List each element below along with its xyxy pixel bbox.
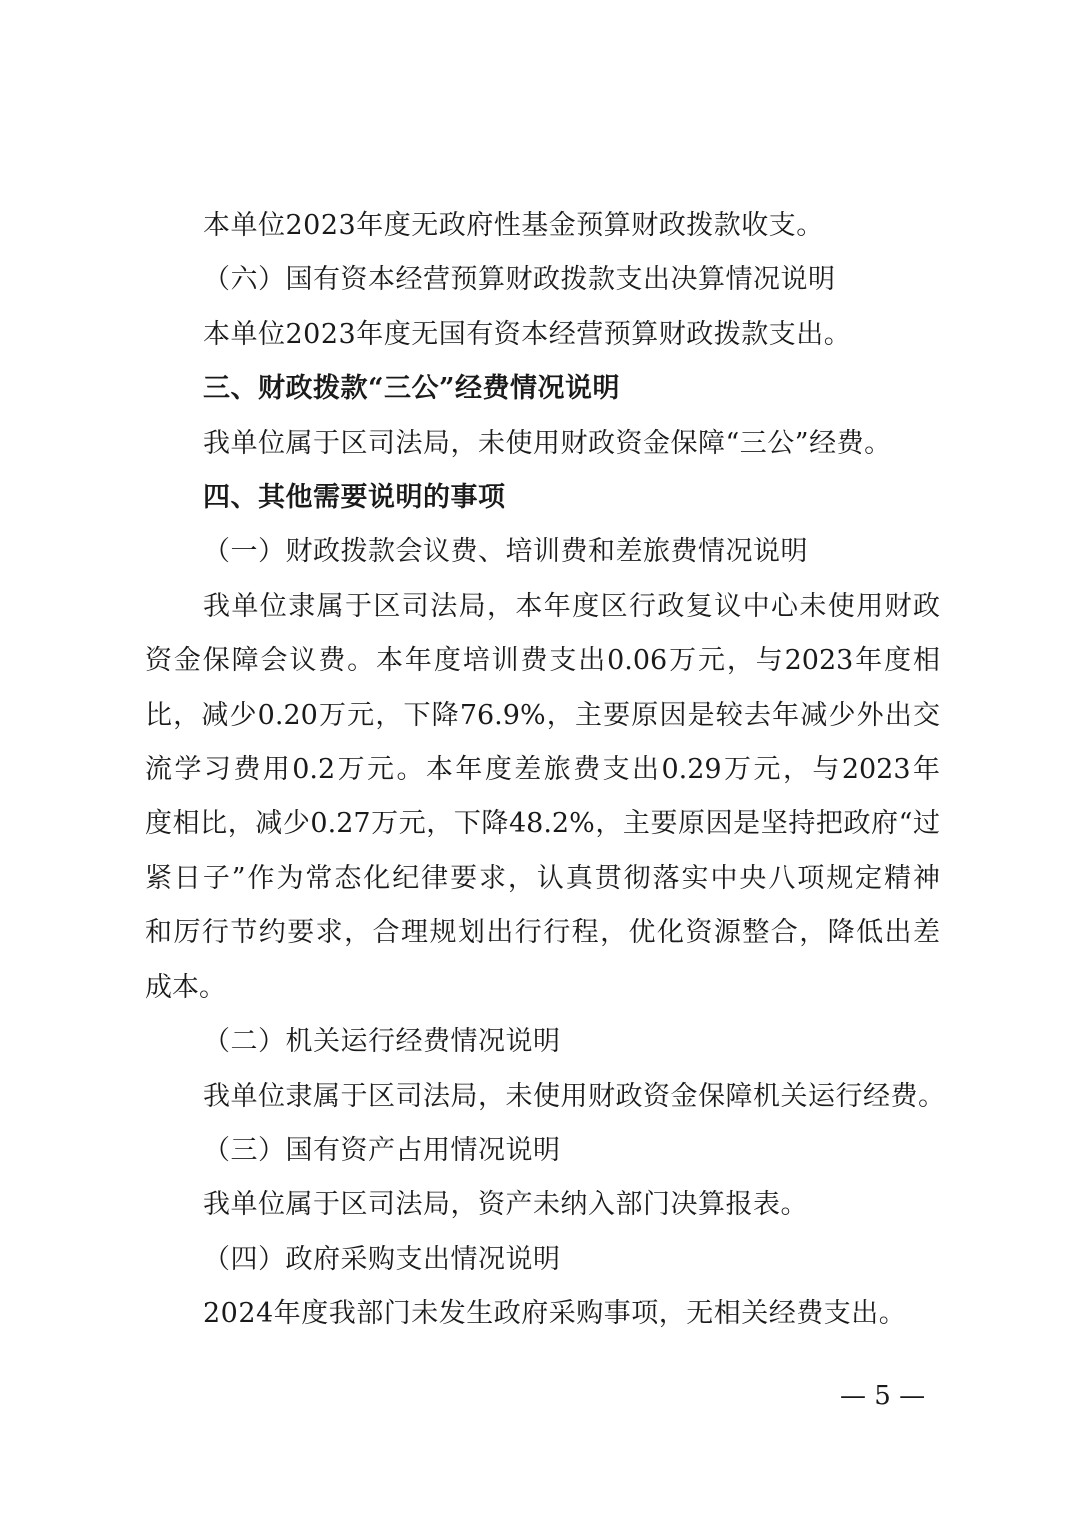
page-number: — 5 — <box>840 1381 926 1411</box>
body-text-line: 我单位属于区司法局，资产未纳入部门决算报表。 <box>203 1189 808 1221</box>
body-text-line: 本单位2023年度无国有资本经营预算财政拨款支出。 <box>203 318 852 350</box>
subsection-heading: （三）国有资产占用情况说明 <box>203 1134 561 1166</box>
paragraph-row: 度相比，减少0.27万元，下降48.2%，主要原因是坚持把政府“过 <box>145 808 940 840</box>
body-text-line: 我单位属于区司法局，未使用财政资金保障“三公”经费。 <box>203 427 892 459</box>
document-body <box>145 199 945 1342</box>
subsection-heading: （一）财政拨款会议费、培训费和差旅费情况说明 <box>203 536 808 568</box>
body-text-line: 我单位隶属于区司法局，未使用财政资金保障机关运行经费。 <box>203 1080 946 1112</box>
subsection-heading: （四）政府采购支出情况说明 <box>203 1243 561 1275</box>
expense-paragraph <box>145 580 945 1015</box>
paragraph-row: 我单位隶属于区司法局，本年度区行政复议中心未使用财政 <box>203 590 940 622</box>
paragraph-row: 成本。 <box>145 971 226 1003</box>
subsection-heading: （二）机关运行经费情况说明 <box>203 1026 561 1058</box>
paragraph-row: 比，减少0.20万元，下降76.9%，主要原因是较去年减少外出交 <box>145 699 940 731</box>
paragraph-row: 紧日子”作为常态化纪律要求，认真贯彻落实中央八项规定精神 <box>145 862 940 894</box>
section-heading: 三、财政拨款“三公”经费情况说明 <box>203 373 621 405</box>
paragraph-row: 和厉行节约要求，合理规划出行行程，优化资源整合，降低出差 <box>145 917 940 949</box>
section-heading: 四、其他需要说明的事项 <box>203 482 506 514</box>
paragraph-row: 资金保障会议费。本年度培训费支出0.06万元，与2023年度相 <box>145 645 940 677</box>
body-text-line: 本单位2023年度无政府性基金预算财政拨款收支。 <box>203 210 824 241</box>
paragraph-row: 流学习费用0.2万元。本年度差旅费支出0.29万元，与2023年 <box>145 754 940 786</box>
subsection-heading: （六）国有资本经营预算财政拨款支出决算情况说明 <box>203 264 836 296</box>
body-text-line: 2024年度我部门未发生政府采购事项，无相关经费支出。 <box>203 1298 907 1330</box>
